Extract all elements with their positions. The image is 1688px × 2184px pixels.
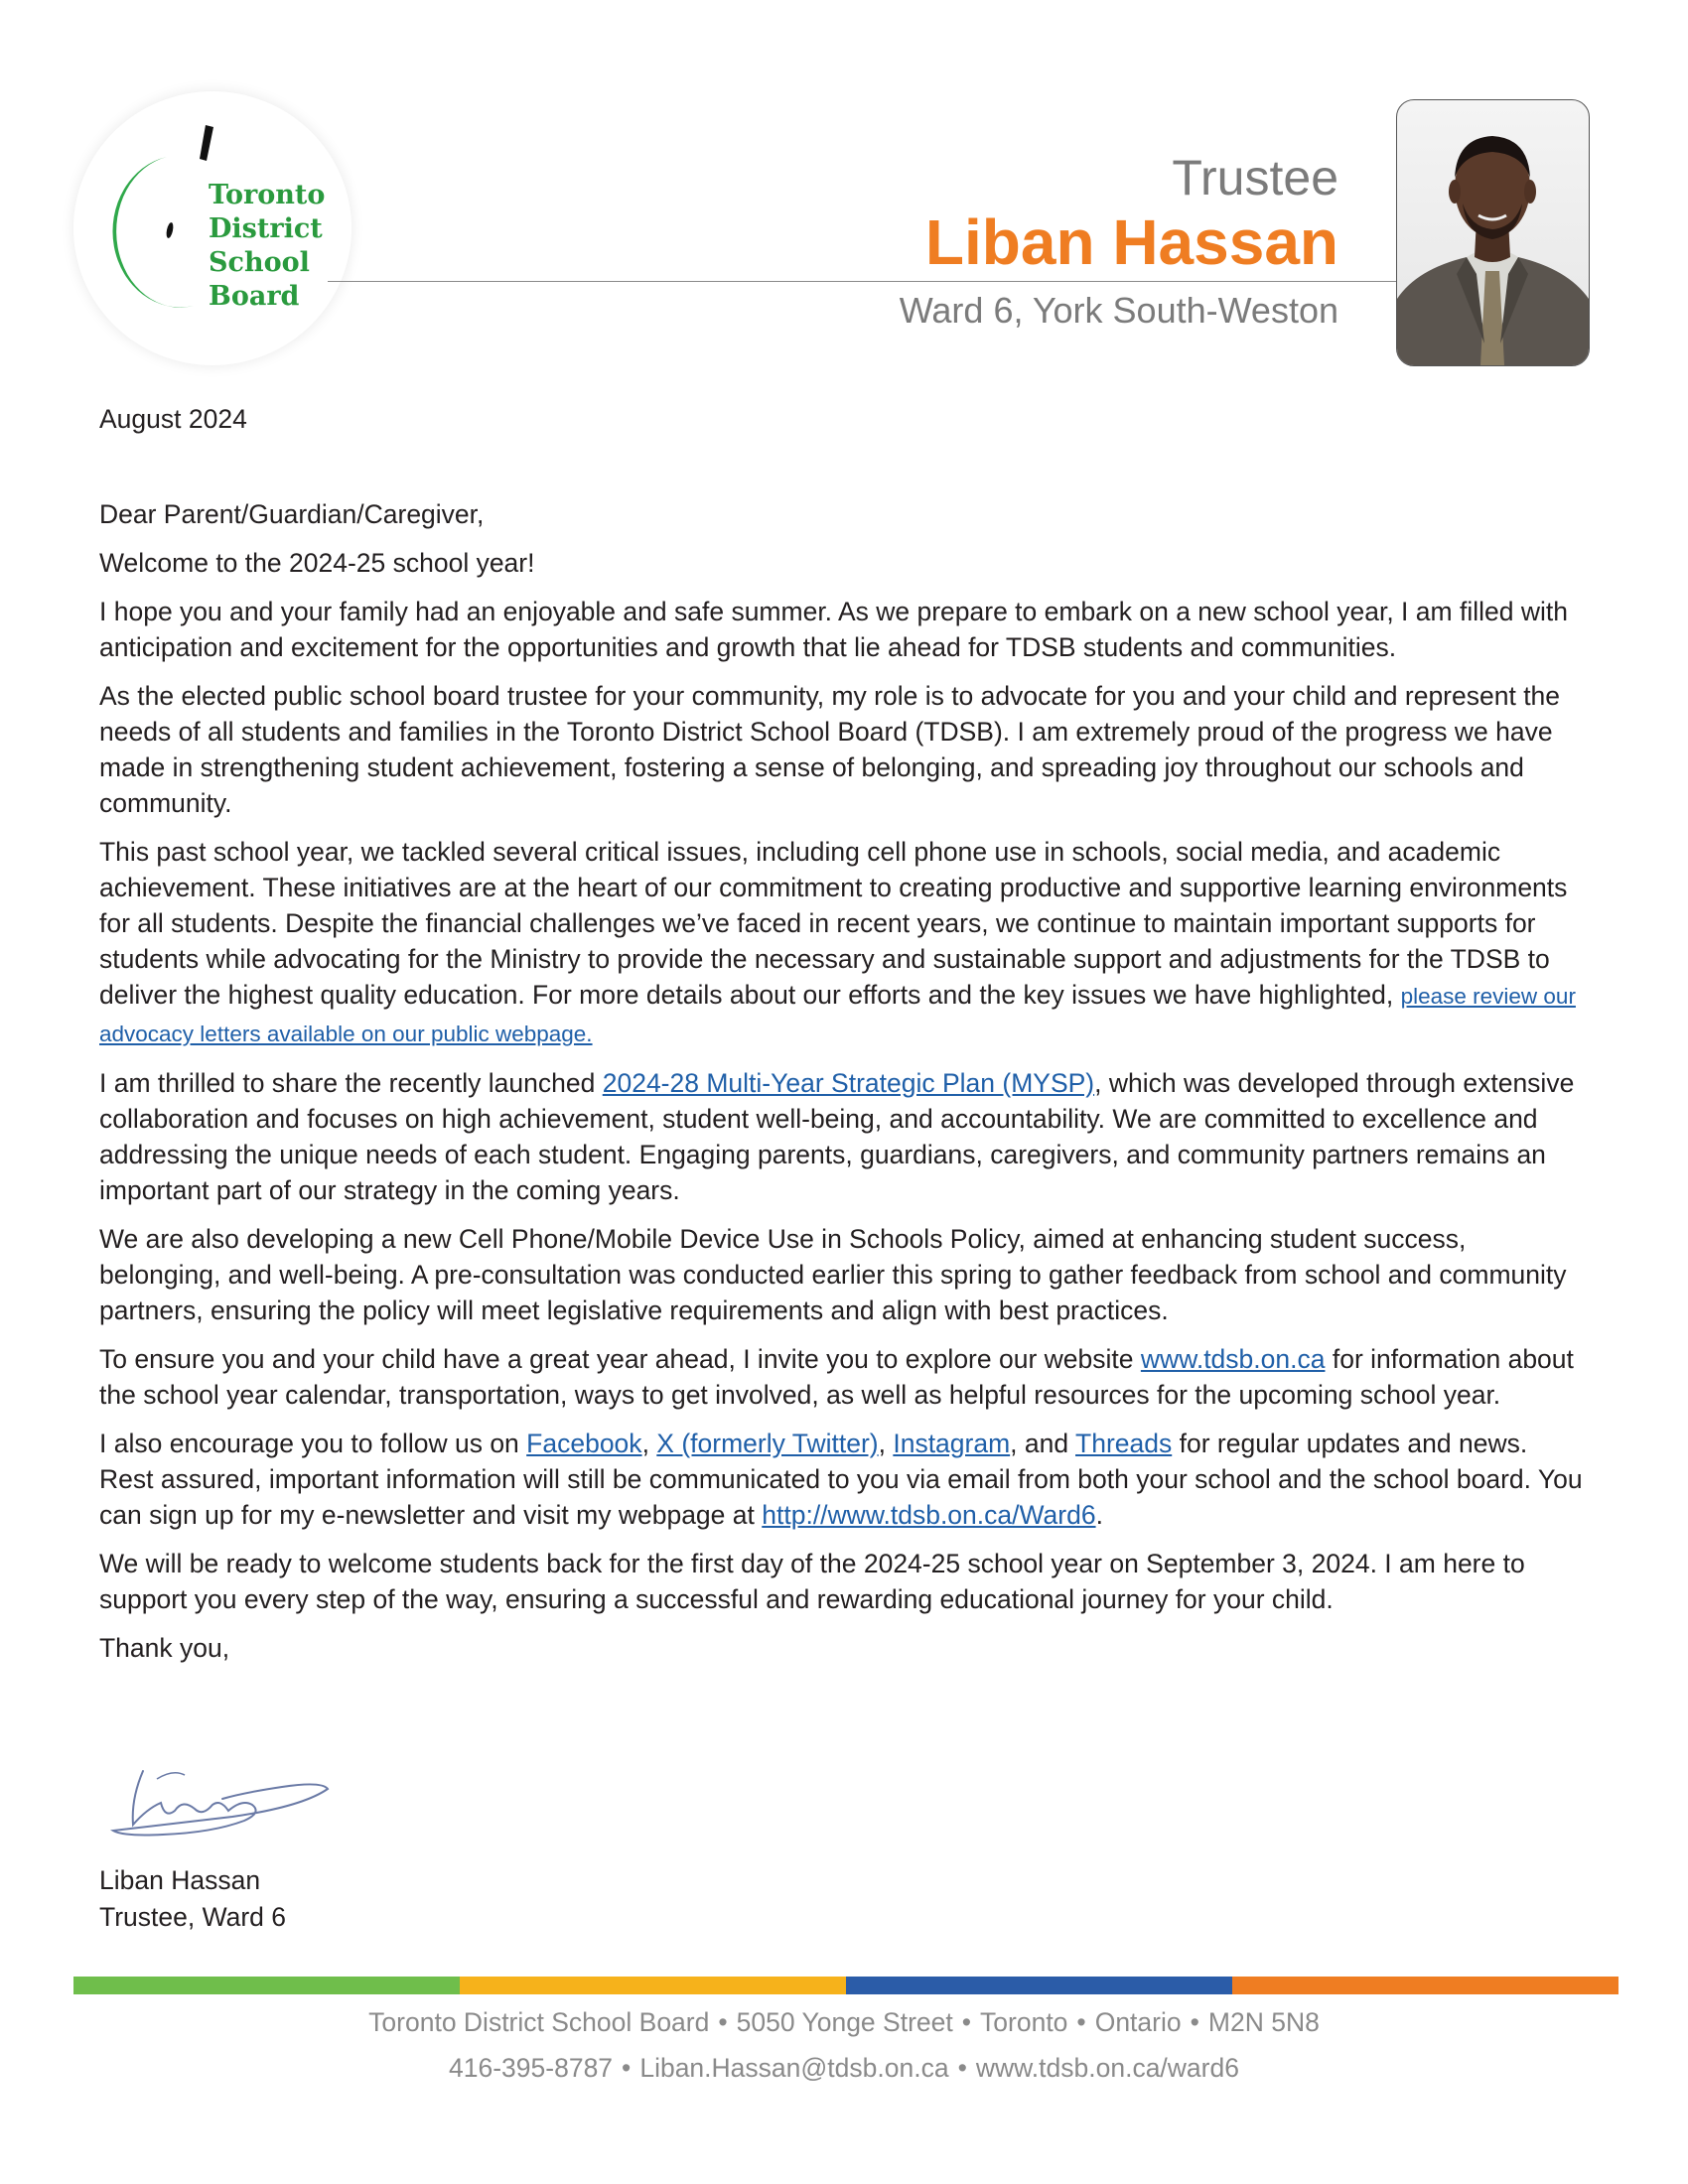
logo-line: District [209,213,323,244]
logo-line: Toronto [209,180,326,210]
paragraph-social-media: I also encourage you to follow us on Facebook, X (formerly Twitter), Instagram, and Threads for regular updates and news. Rest assured, important information will still be communicated to you via email from both your school and the school board. You can sign up for my e-newsletter and visit my webpage at http://www.tdsb.on.ca/Ward6. [99,1429,1583,1530]
footer-province: Ontario [1094,2007,1182,2037]
paragraph-role: As the elected public school board trustee for your community, my role is to advocate for you and your child and represent the needs of all students and families in the Toronto District School Board (TDSB). I am extremely proud of the progress we have made in strengthening student achievement, fostering a sense of belonging, and spreading joy throughout our schools and community. [99,681,1561,818]
footer-contact [0,2053,1688,2084]
footer-separator: • [622,2053,632,2083]
paragraph-text: I am thrilled to share the recently launched [99,1068,596,1098]
paragraph-text: To ensure you and your child have a great year ahead, I invite you to explore our website [99,1344,1134,1374]
footer-separator: • [961,2007,972,2037]
signer-role: Trustee, Ward 6 [99,1902,287,1932]
logo-wordmark [209,179,325,314]
footer-color-bar [73,1977,1618,1994]
paragraph-text: I also encourage you to follow us on [99,1429,519,1458]
paragraph-text: , which was developed through extensive collaboration and focuses on high achievement, student well-being, and accountability. We are committed to excellence and addressing the unique needs of each student. Engaging parents, guardians, caregivers, and community partners remains an important part of our strategy in the coming years. [99,1068,1575,1205]
footer-website: www.tdsb.on.ca/ward6 [975,2053,1239,2083]
ward6-webpage-link[interactable]: http://www.tdsb.on.ca/Ward6 [762,1500,1096,1530]
color-bar-orange [1232,1977,1618,1994]
closing-block [99,1862,286,1936]
header-divider [328,281,1396,282]
tdsb-website-link[interactable]: www.tdsb.on.ca [1140,1344,1326,1374]
logo-line: Board [209,281,300,312]
paragraph-cell-phone-policy: We are also developing a new Cell Phone/Mobile Device Use in Schools Policy, aimed at enhancing student success, belonging, and well-being. A pre-consultation was conducted earlier this spring to gather feedback from school and community partners, ensuring the policy will meet legislative requirements and align with best practices. [99,1224,1567,1325]
paragraph-first-day: We will be ready to welcome students back for the first day of the 2024-25 school year on September 3, 2024. I am here to support you every step of the way, ensuring a successful and rewarding educational journey for your child. [99,1549,1525,1614]
paragraph-text: for regular updates and news. Rest assured, important information will still be communicated to you via email from both your school and the school board. You can sign up for my e-newsletter and visit my webpage at [99,1429,1583,1530]
paragraph-website [99,1341,1589,1413]
paragraph-intro: I hope you and your family had an enjoyable and safe summer. As we prepare to embark on a new school year, I am filled with anticipation and excitement for the opportunities and growth that lie ahead for TDSB students and communities. [99,597,1568,662]
footer-separator: • [1076,2007,1086,2037]
logo-line: School [209,247,310,278]
paragraph-text: for information about the school year calendar, transportation, ways to get involved, as well as helpful resources for the upcoming school year. [99,1344,1574,1410]
instagram-link[interactable]: Instagram [893,1429,1011,1458]
thanks-line: Thank you, [99,1633,230,1663]
portrait-image [1397,100,1589,365]
salutation: Dear Parent/Guardian/Caregiver, [99,499,485,529]
color-bar-blue [846,1977,1232,1994]
color-bar-green [73,1977,460,1994]
welcome-line: Welcome to the 2024-25 school year! [99,548,535,578]
footer-phone: 416-395-8787 [449,2053,614,2083]
footer-separator: • [718,2007,728,2037]
apple-logo-icon [89,119,218,318]
color-bar-yellow [460,1977,846,1994]
letter-date: August 2024 [99,404,247,434]
trustee-photo [1396,99,1590,366]
paragraph-issues [99,834,1589,1052]
footer-separator: • [957,2053,967,2083]
x-twitter-link[interactable]: X (formerly Twitter) [656,1429,879,1458]
signer-name: Liban Hassan [99,1865,261,1895]
footer-postal-code: M2N 5N8 [1207,2007,1320,2037]
trustee-title: Trustee [1172,150,1338,205]
footer-street: 5050 Yonge Street [736,2007,953,2037]
advocacy-letters-link[interactable]: please review our advocacy letters available on our public webpage. [99,984,1576,1046]
footer-address [0,2007,1688,2038]
letter-body [99,401,1589,1679]
footer-city: Toronto [980,2007,1068,2037]
footer-email: Liban.Hassan@tdsb.on.ca [639,2053,949,2083]
signature-icon [103,1759,332,1848]
trustee-name: Liban Hassan [924,206,1338,278]
paragraph-text: , and [1010,1429,1069,1458]
ward-label: Ward 6, York South-Weston [899,290,1338,331]
mysp-link[interactable]: 2024-28 Multi-Year Strategic Plan (MYSP) [602,1068,1095,1098]
facebook-link[interactable]: Facebook [526,1429,642,1458]
paragraph-text: This past school year, we tackled several critical issues, including cell phone use in schools, social media, and academic achievement. These initiatives are at the heart of our commitment to creating productive and supportive learning environments for all students. Despite the financial challenges we’ve faced in recent years, we continue to maintain important supports for students while advocating for the Ministry to provide the necessary and sustainable support and adjustments for the TDSB to deliver the highest quality education. For more details about our efforts and the key issues we have highlighted, [99,837,1568,1010]
footer-separator: • [1190,2007,1199,2037]
paragraph-strategic-plan [99,1065,1589,1208]
footer-org: Toronto District School Board [368,2007,710,2037]
threads-link[interactable]: Threads [1075,1429,1173,1458]
